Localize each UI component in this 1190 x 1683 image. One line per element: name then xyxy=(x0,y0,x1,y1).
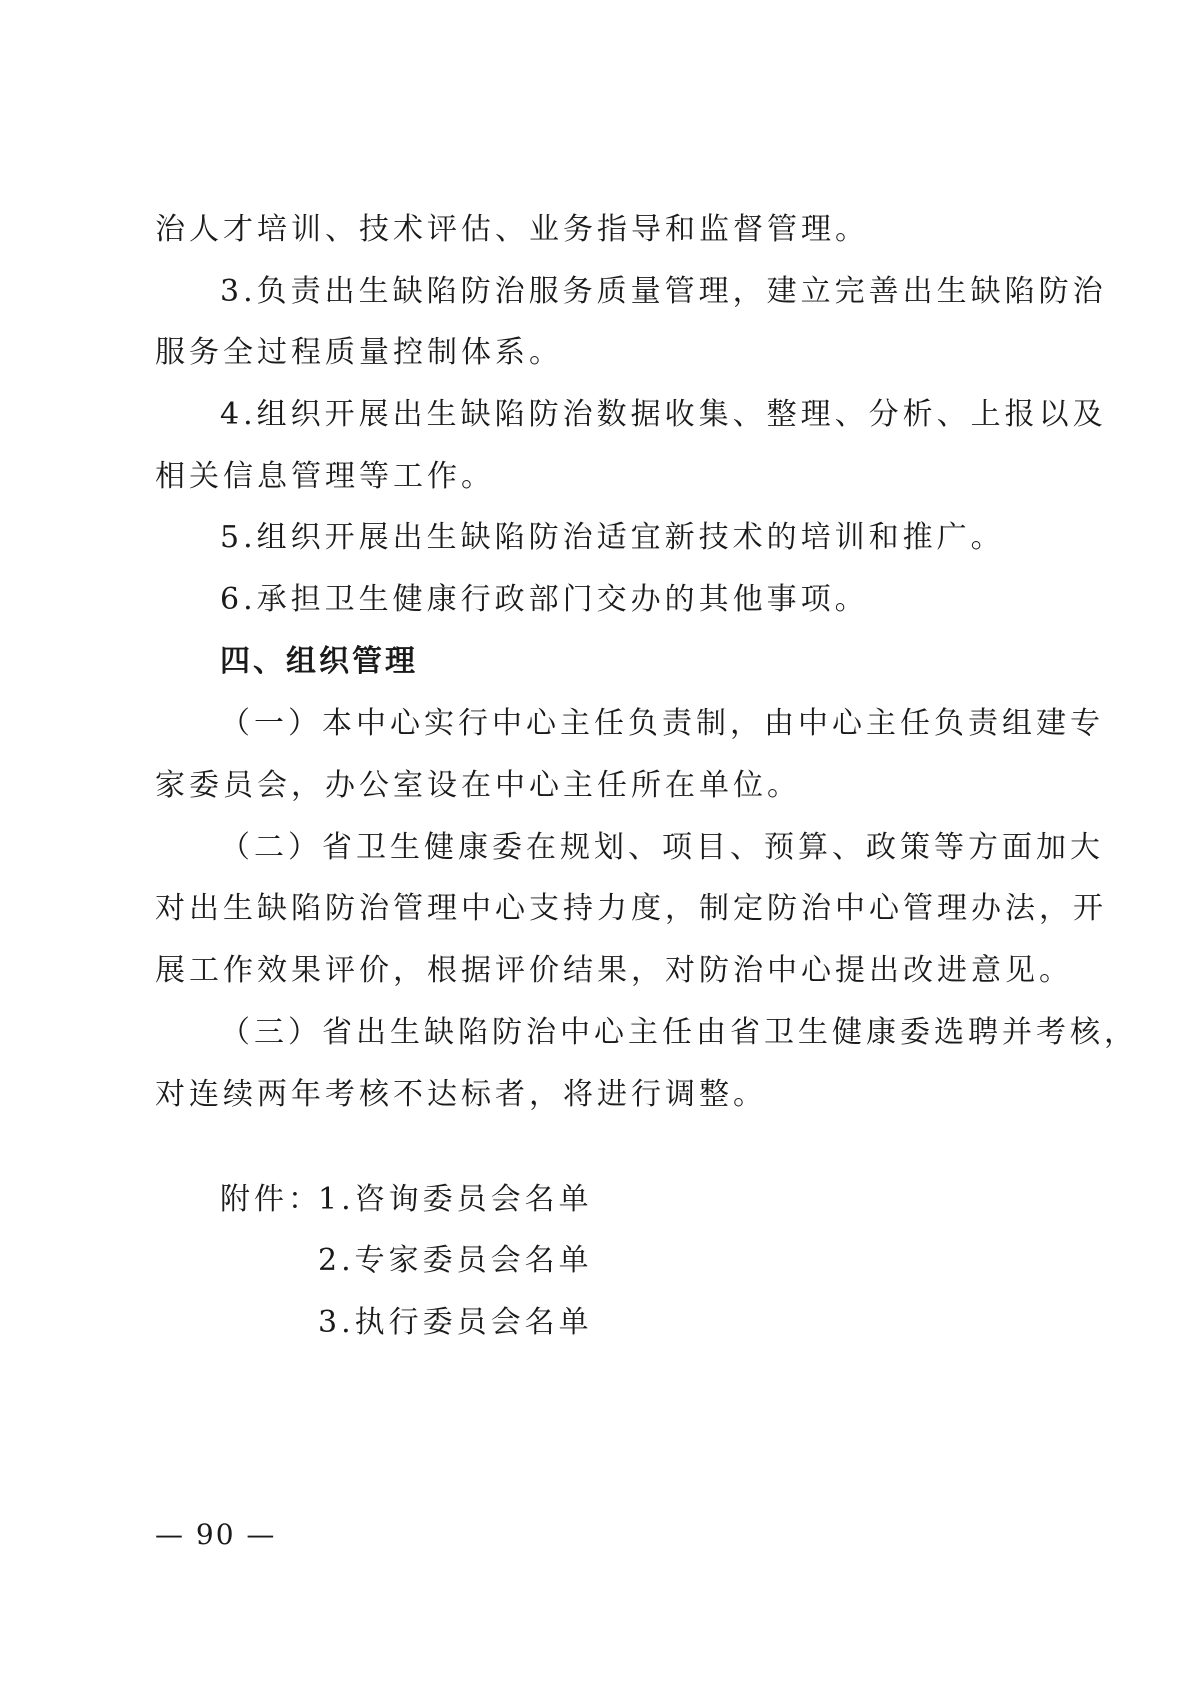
list-item: 5.组织开展出生缺陷防治适宜新技术的培训和推广。 xyxy=(220,520,1005,555)
body-line: 服务全过程质量控制体系。 xyxy=(155,335,563,370)
paragraph-line: 对连续两年考核不达标者，将进行调整。 xyxy=(155,1077,767,1112)
paragraph-line: 家委员会，办公室设在中心主任所在单位。 xyxy=(155,768,801,803)
page-number: — 90 — xyxy=(155,1518,277,1551)
list-item: 4.组织开展出生缺陷防治数据收集、整理、分析、上报以及 xyxy=(220,397,1107,432)
body-line: 治人才培训、技术评估、业务指导和监督管理。 xyxy=(155,212,869,247)
paragraph-line: （一）本中心实行中心主任负责制，由中心主任负责组建专 xyxy=(220,706,1104,741)
attachment-item: 3.执行委员会名单 xyxy=(318,1305,593,1340)
paragraph-line: （三）省出生缺陷防治中心主任由省卫生健康委选聘并考核， xyxy=(220,1015,1138,1050)
attachment-item: 2.专家委员会名单 xyxy=(318,1243,593,1278)
paragraph-line: 对出生缺陷防治管理中心支持力度，制定防治中心管理办法，开 xyxy=(155,891,1107,926)
attachment-item: 1.咨询委员会名单 xyxy=(318,1182,593,1217)
paragraph-line: 展工作效果评价，根据评价结果，对防治中心提出改进意见。 xyxy=(155,953,1073,988)
body-line: 相关信息管理等工作。 xyxy=(155,459,495,494)
section-heading: 四、组织管理 xyxy=(220,644,418,679)
attachments-label: 附件： xyxy=(220,1182,322,1217)
list-item: 6.承担卫生健康行政部门交办的其他事项。 xyxy=(220,582,869,617)
paragraph-line: （二）省卫生健康委在规划、项目、预算、政策等方面加大 xyxy=(220,830,1104,865)
list-item: 3.负责出生缺陷防治服务质量管理，建立完善出生缺陷防治 xyxy=(220,274,1107,309)
